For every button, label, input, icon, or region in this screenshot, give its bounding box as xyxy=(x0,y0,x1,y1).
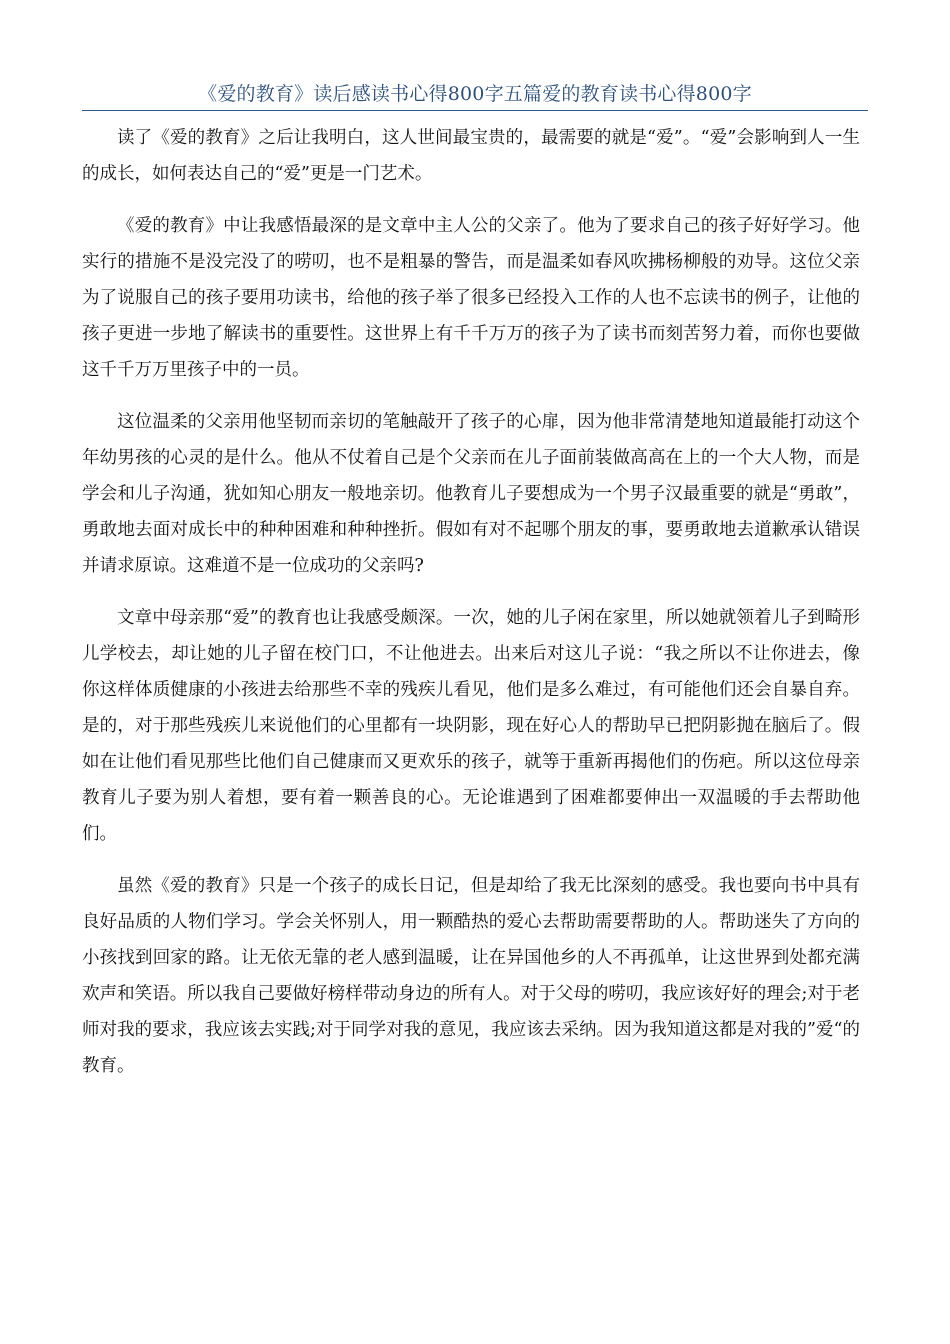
document-body xyxy=(82,120,860,1100)
document-title: 《爱的教育》读后感读书心得800字五篇爱的教育读书心得800字 xyxy=(198,83,752,105)
paragraph-3: 这位温柔的父亲用他坚韧而亲切的笔触敲开了孩子的心扉，因为他非常清楚地知道最能打动这个年幼男孩的心灵的是什么。他从不仗着自己是个父亲而在儿子面前装做高高在上的一个大人物，而是学会和儿子沟通，犹如知心朋友一般地亲切。他教育儿子要想成为一个男子汉最重要的就是“勇敢”，勇敢地去面对成长中的种种困难和种种挫折。假如有对不起哪个朋友的事，要勇敢地去道歉承认错误并请求原谅。这难道不是一位成功的父亲吗? xyxy=(82,412,860,576)
paragraph-5: 虽然《爱的教育》只是一个孩子的成长日记，但是却给了我无比深刻的感受。我也要向书中具有良好品质的人物们学习。学会关怀别人，用一颗酷热的爱心去帮助需要帮助的人。帮助迷失了方向的小孩找到回家的路。让无依无靠的老人感到温暖，让在异国他乡的人不再孤单，让这世界到处都充满欢声和笑语。所以我自己要做好榜样带动身边的所有人。对于父母的唠叨，我应该好好的理会;对于老师对我的要求，我应该去实践;对于同学对我的意见，我应该去采纳。因为我知道这都是对我的”爱“的教育。 xyxy=(82,876,860,1076)
document-header xyxy=(82,78,868,111)
paragraph-4: 文章中母亲那“爱”的教育也让我感受颇深。一次，她的儿子闲在家里，所以她就领着儿子到畸形儿学校去，却让她的儿子留在校门口，不让他进去。出来后对这儿子说：“我之所以不让你进去，像你这样体质健康的小孩进去给那些不幸的残疾儿看见，他们是多么难过，有可能他们还会自暴自弃。是的，对于那些残疾儿来说他们的心里都有一块阴影，现在好心人的帮助早已把阴影抛在脑后了。假如在让他们看见那些比他们自己健康而又更欢乐的孩子，就等于重新再揭他们的伤疤。所以这位母亲教育儿子要为别人着想，要有着一颗善良的心。无论谁遇到了困难都要伸出一双温暖的手去帮助他们。 xyxy=(82,608,860,844)
paragraph-2: 《爱的教育》中让我感悟最深的是文章中主人公的父亲了。他为了要求自己的孩子好好学习。他实行的措施不是没完没了的唠叨，也不是粗暴的警告，而是温柔如春风吹拂杨柳般的劝导。这位父亲为了说服自己的孩子要用功读书，给他的孩子举了很多已经投入工作的人也不忘读书的例子，让他的孩子更进一步地了解读书的重要性。这世界上有千千万万的孩子为了读书而刻苦努力着，而你也要做这千千万万里孩子中的一员。 xyxy=(82,216,860,380)
paragraph-1: 读了《爱的教育》之后让我明白，这人世间最宝贵的，最需要的就是“爱”。“爱”会影响到人一生的成长，如何表达自己的“爱”更是一门艺术。 xyxy=(82,128,860,184)
